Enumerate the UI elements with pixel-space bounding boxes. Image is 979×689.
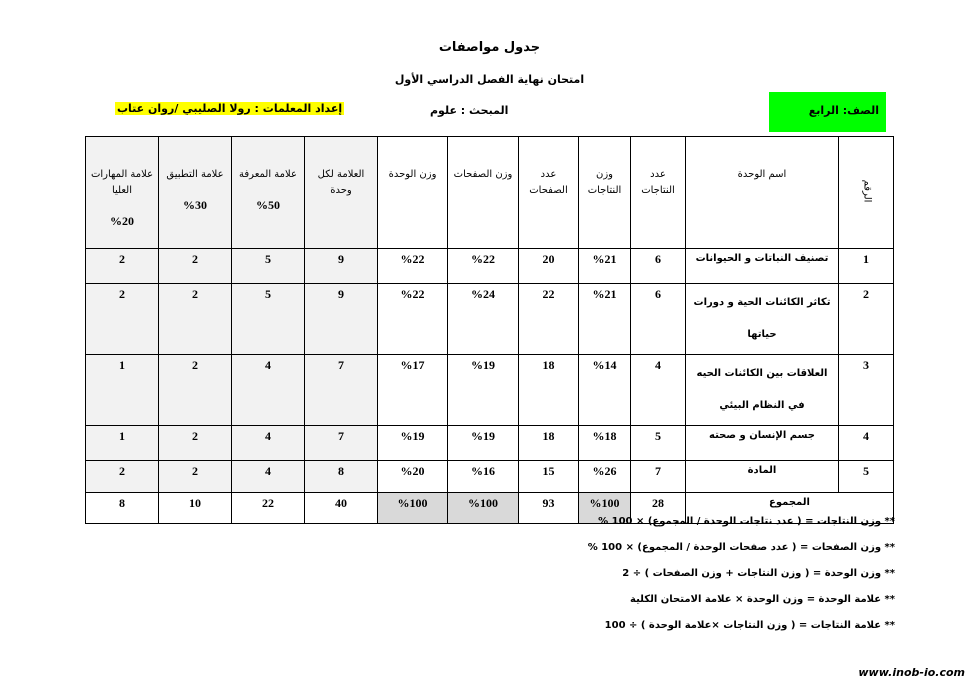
table-row	[86, 249, 894, 284]
header-pages-count: عدد الصفحات	[519, 137, 579, 249]
cell-lessons: 7	[631, 461, 686, 493]
table-row	[86, 355, 894, 426]
cell-n: 1	[839, 249, 894, 284]
cell-n: 2	[839, 284, 894, 355]
cell-name: تصنيف النباتات و الحيوانات	[686, 249, 839, 284]
cell-mark: 9	[305, 249, 378, 284]
cell-pw: %24	[448, 284, 519, 355]
cell-h: 1	[86, 426, 159, 461]
total-higher: 8	[86, 493, 159, 524]
subject-label: المبحث : علوم	[430, 104, 509, 117]
cell-uw: %22	[378, 249, 448, 284]
cell-lessons: 6	[631, 284, 686, 355]
prepared-by-label: إعداد المعلمات : رولا الصليبي /روان عتاب	[117, 102, 343, 115]
cell-pages: 22	[519, 284, 579, 355]
cell-lw: %18	[579, 426, 631, 461]
cell-pw: %22	[448, 249, 519, 284]
specification-table	[85, 136, 894, 524]
cell-n: 4	[839, 426, 894, 461]
header-lessons-count: عدد النتاجات	[631, 137, 686, 249]
cell-uw: %19	[378, 426, 448, 461]
note: ** علامة الوحدة = وزن الوحدة × علامة الامتحان الكلية	[630, 594, 895, 605]
cell-a: 2	[159, 249, 232, 284]
cell-mark: 9	[305, 284, 378, 355]
total-pages-weight: %100	[448, 493, 519, 524]
note: ** وزن الصفحات = ( عدد صفحات الوحدة / المجموع) × 100 %	[587, 542, 895, 553]
table-row	[86, 461, 894, 493]
cell-lessons: 6	[631, 249, 686, 284]
table-row	[86, 426, 894, 461]
header-higher-skills: علامة المهارات العليا %20	[86, 137, 159, 249]
cell-name: المادة	[686, 461, 839, 493]
cell-h: 2	[86, 461, 159, 493]
cell-h: 1	[86, 355, 159, 426]
cell-name: تكاثر الكائنات الحية و دورات حياتها	[686, 284, 839, 355]
cell-mark: 8	[305, 461, 378, 493]
table-row	[86, 284, 894, 355]
cell-lessons: 5	[631, 426, 686, 461]
cell-lw: %26	[579, 461, 631, 493]
cell-uw: %17	[378, 355, 448, 426]
header-application: علامة التطبيق %30	[159, 137, 232, 249]
cell-lw: %21	[579, 284, 631, 355]
cell-k: 4	[232, 461, 305, 493]
header-lessons-weight: وزن النتاجات	[579, 137, 631, 249]
cell-k: 5	[232, 249, 305, 284]
total-lessons-weight: %100	[579, 493, 631, 524]
cell-pages: 18	[519, 355, 579, 426]
cell-n: 5	[839, 461, 894, 493]
cell-uw: %20	[378, 461, 448, 493]
cell-lessons: 4	[631, 355, 686, 426]
cell-h: 2	[86, 249, 159, 284]
cell-n: 3	[839, 355, 894, 426]
header-knowledge: علامة المعرفة %50	[232, 137, 305, 249]
page-title: جدول مواصفات	[438, 40, 541, 55]
header-unit-mark: العلامة لكل وحدة	[305, 137, 378, 249]
cell-pages: 18	[519, 426, 579, 461]
cell-name: العلاقات بين الكائنات الحيه في النظام البيئي	[686, 355, 839, 426]
cell-k: 4	[232, 355, 305, 426]
cell-a: 2	[159, 426, 232, 461]
grade-label: الصف: الرابع	[808, 104, 879, 117]
cell-k: 4	[232, 426, 305, 461]
cell-a: 2	[159, 461, 232, 493]
page-subtitle: امتحان نهاية الفصل الدراسي الأول	[394, 73, 585, 86]
cell-h: 2	[86, 284, 159, 355]
total-knowledge: 22	[232, 493, 305, 524]
cell-a: 2	[159, 355, 232, 426]
cell-pw: %19	[448, 355, 519, 426]
cell-lw: %14	[579, 355, 631, 426]
total-unit-weight: %100	[378, 493, 448, 524]
total-lessons: 28	[631, 493, 686, 524]
total-label: المجموع	[686, 493, 894, 524]
total-mark: 40	[305, 493, 378, 524]
header-unit-name: اسم الوحدة	[686, 137, 839, 249]
note: ** وزن الوحدة = ( وزن النتاجات + وزن الصفحات ) ÷ 2	[622, 568, 895, 579]
cell-mark: 7	[305, 355, 378, 426]
header-unit-weight: وزن الوحدة	[378, 137, 448, 249]
table-header-row	[86, 137, 894, 249]
cell-pages: 20	[519, 249, 579, 284]
cell-k: 5	[232, 284, 305, 355]
note: ** وزن النتاجات = ( عدد نتاجات الوحدة / المجموع) × 100 %	[598, 516, 895, 527]
footer-url: www.inob-io.com	[858, 666, 965, 679]
total-application: 10	[159, 493, 232, 524]
formula-notes	[588, 512, 895, 642]
header-pages-weight: وزن الصفحات	[448, 137, 519, 249]
header-number: الرقم	[839, 137, 894, 249]
cell-uw: %22	[378, 284, 448, 355]
cell-mark: 7	[305, 426, 378, 461]
cell-name: جسم الإنسان و صحته	[686, 426, 839, 461]
cell-lw: %21	[579, 249, 631, 284]
note: ** علامة النتاجات = ( وزن النتاجات ×علامة الوحدة ) ÷ 100	[604, 620, 895, 631]
cell-pw: %19	[448, 426, 519, 461]
total-pages: 93	[519, 493, 579, 524]
cell-pw: %16	[448, 461, 519, 493]
cell-pages: 15	[519, 461, 579, 493]
cell-a: 2	[159, 284, 232, 355]
